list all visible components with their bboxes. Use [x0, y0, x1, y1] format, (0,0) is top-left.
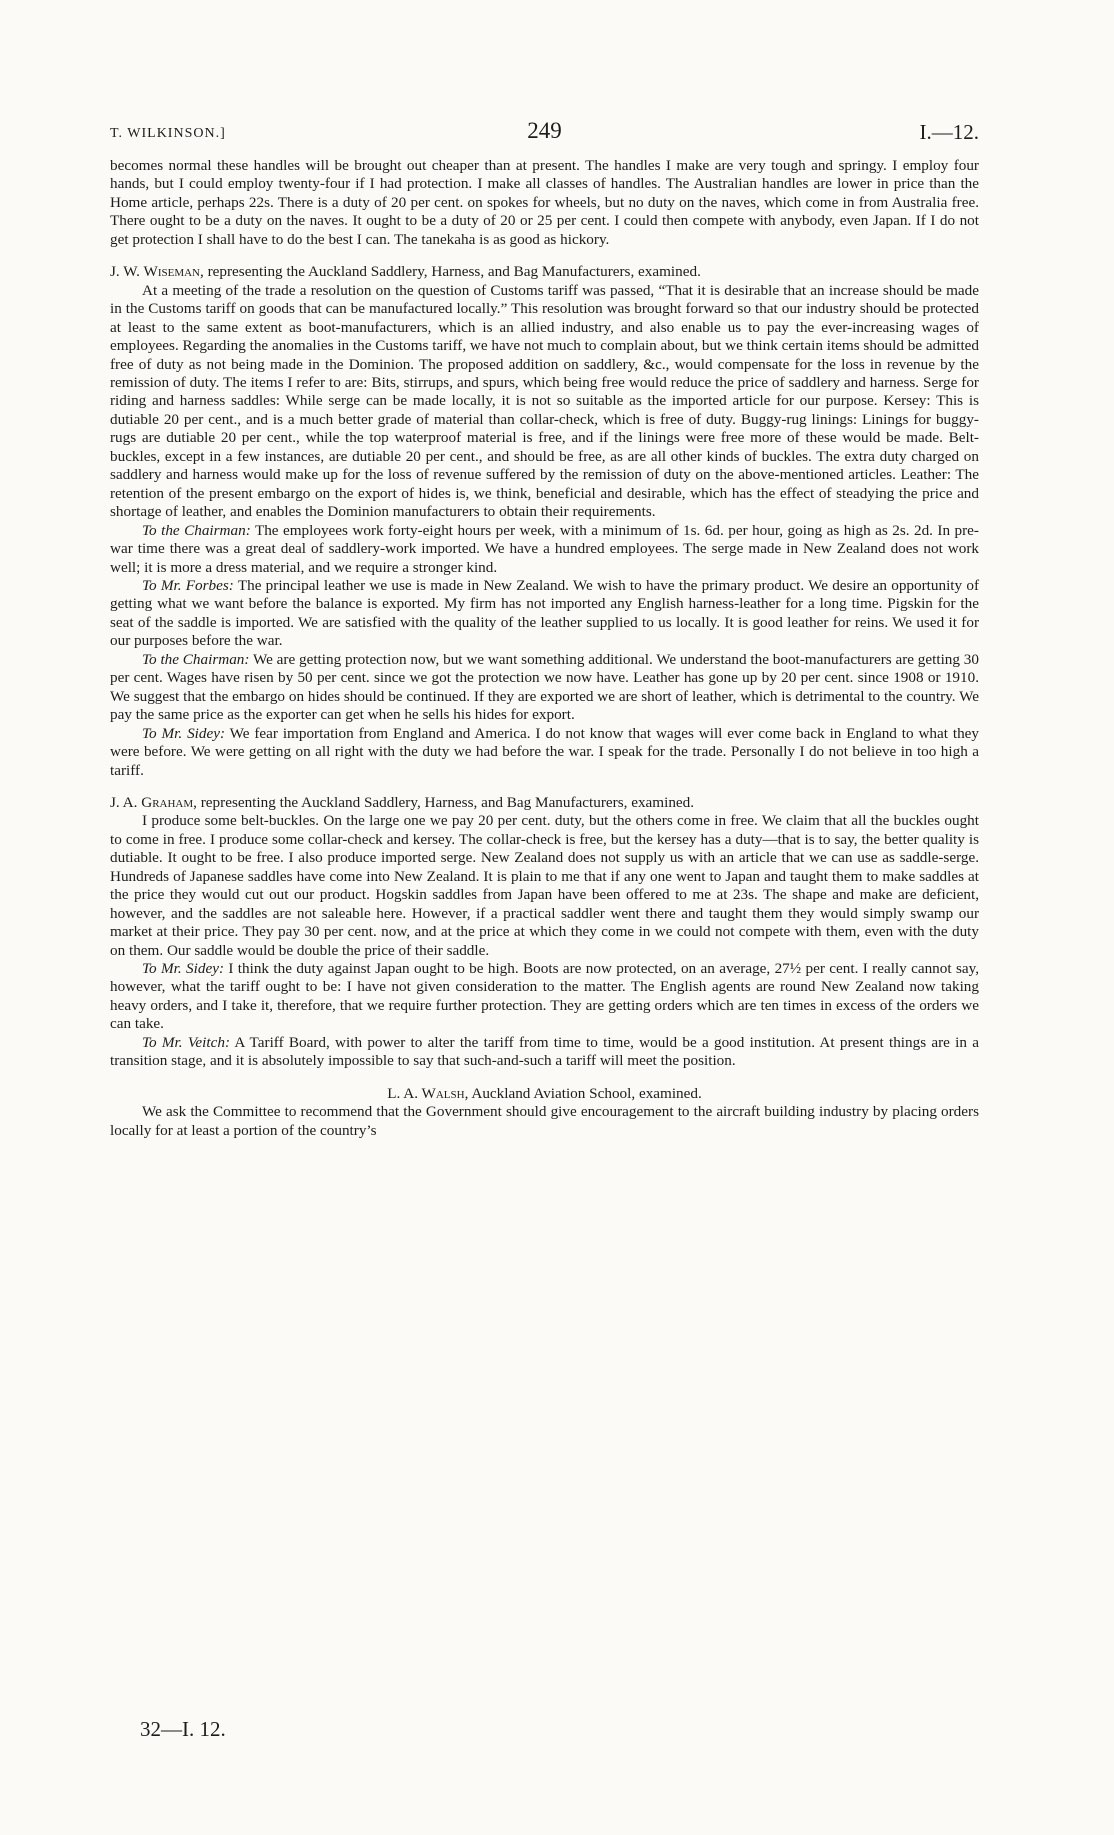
answer-text: The principal leather we use is made in New Zealand. We wish to have the primary product. We desire an opportunity of getting what we want before the balance is exported. My firm has not imported any English harness-leather for a long time. Pigskin for the seat of the saddle is imported. We are satisfied with the quality of the leather supplied to us locally. It is good leather for reins. We used it for our purposes before the war. — [110, 576, 979, 650]
answer-text: We are getting protection now, but we want something additional. We understand the boot-manufacturers are getting 30 per cent. Wages have risen by 50 per cent. since we got the protection we now have. Leather has gone up by 20 per cent. since 1908 or 1910. We suggest that the embargo on hides should be continued. If they are exported we are short of leather, which is detrimental to the country. We pay the same price as the exporter can get when he sells his hides for export. — [110, 650, 979, 724]
questioner-label: To Mr. Forbes: — [142, 576, 234, 594]
printer-signature: 32—I. 12. — [140, 1717, 226, 1741]
witness-intro: , representing the Auckland Saddlery, Harness, and Bag Manufacturers, examined. — [200, 263, 701, 281]
witness-intro: , representing the Auckland Saddlery, Harness, and Bag Manufacturers, examined. — [193, 793, 695, 811]
witness-heading-graham — [110, 794, 979, 812]
body-text — [110, 157, 979, 1140]
wiseman-paragraph-4 — [110, 651, 979, 725]
witness-name: J. A. Graham — [110, 793, 194, 811]
answer-text: A Tariff Board, with power to alter the tariff from time to time, would be a good institution. At present things are in a transition stage, and it is absolutely impossible to say that such-and-such a tariff will meet the position. — [110, 1033, 979, 1070]
graham-paragraph-1: I produce some belt-buckles. On the large one we pay 20 per cent. duty, but the others come in free. We claim that all the buckles ought to come in free. I produce some collar-check and kersey. The collar-check is free, but the kersey has a duty—that is to say, the better quality is dutiable. It ought to be free. I also produce imported serge. New Zealand does not supply us with an article that we can use as saddle-serge. Hundreds of Japanese saddles have come into New Zealand. It is plain to me that if any one went to Japan and taught them to make saddles at the price they would cut out our product. Hogskin saddles from Japan have been offered to me at 23s. The shape and make are deficient, however, and the saddles are not saleable here. However, if a practical saddler went there and taught them they would simply swamp our market at their price. They pay 30 per cent. now, and at the price at which they come in we could not compete with them, even with the duty on them. Our saddle would be double the price of their saddle. — [110, 812, 979, 959]
document-page — [110, 118, 979, 1140]
witness-heading-walsh — [110, 1085, 979, 1103]
witness-intro: , Auckland Aviation School, examined. — [464, 1084, 702, 1102]
answer-text: I think the duty against Japan ought to be high. Boots are now protected, on an average, 27½ per cent. I really cannot say, however, what the tariff ought to be: I have not given consideration to the matter. The English agents are round New Zealand now taking heavy orders, and I take it, therefore, that we require further protection. They are getting orders which are ten times in excess of the orders we can take. — [110, 960, 980, 1033]
paper-number: I.—12. — [919, 120, 979, 144]
witness-heading-wiseman — [110, 263, 979, 281]
wiseman-paragraph-3 — [110, 577, 979, 651]
answer-text: The employees work forty-eight hours per week, with a minimum of 1s. 6d. per hour, going as high as 2s. 2d. In pre-war time there was a great deal of saddlery-work imported. We have a hundred employees. The serge made in New Zealand does not work well; it is more a dress material, and we require a stronger kind. — [110, 521, 979, 576]
questioner-label: To the Chairman: — [142, 521, 251, 539]
answer-text: We fear importation from England and America. I do not know that wages will ever come back in England to what they were before. We were getting on all right with the duty we had before the war. I speak for the trade. Personally I do not believe in too high a tariff. — [110, 724, 980, 779]
wiseman-paragraph-1: At a meeting of the trade a resolution on the question of Customs tariff was passed, “That it is desirable that an increase should be made in the Customs tariff on goods that can be manufactured locally.” This resolution was brought forward so that our industry should be protected at least to the same extent as boot-manufacturers, which is an allied industry, and also enable us to pay the ever-increasing wages of employees. Regarding the anomalies in the Customs tariff, we have not much to complain about, but we think certain items should be admitted free of duty as not being made in the Dominion. The proposed addition on saddlery, &c., would compensate for the loss in revenue by the remission of duty. The items I refer to are: Bits, stirrups, and spurs, which being free would reduce the price of saddlery and harness. Serge for riding and harness saddles: While serge can be made locally, it is not so suitable as the imported article for our purpose. Kersey: This is dutiable 20 per cent., and is a much better grade of material than collar-check, which is free of duty. Buggy-rug linings: Linings for buggy-rugs are dutiable 20 per cent., while the top waterproof material is free, and if the linings were free more of these would be made. Belt-buckles, except in a few instances, are dutiable 20 per cent., and should be free, as are all other kinds of buckles. The extra duty charged on saddlery and harness would make up for the loss of revenue suffered by the remission of duty on the above-mentioned articles. Leather: The retention of the present embargo on the export of hides is, we think, beneficial and desirable, which has the effect of steadying the price and shortage of leather, and enables the Dominion manufacturers to obtain their requirements. — [110, 281, 980, 521]
page-number: 249 — [527, 118, 562, 143]
questioner-label: To Mr. Veitch: — [142, 1033, 231, 1051]
graham-paragraph-3 — [110, 1034, 979, 1071]
questioner-label: To Mr. Sidey: — [142, 724, 226, 742]
questioner-label: To Mr. Sidey: — [142, 960, 225, 978]
running-header — [110, 118, 979, 148]
witness-name: L. A. Walsh — [387, 1084, 465, 1102]
questioner-label: To the Chairman: — [142, 650, 250, 668]
header-author: T. WILKINSON.] — [110, 126, 226, 141]
graham-paragraph-2 — [110, 960, 979, 1034]
wiseman-paragraph-2 — [110, 522, 979, 577]
walsh-paragraph-1: We ask the Committee to recommend that the Government should give encouragement to the aircraft building industry by placing orders locally for at least a portion of the country’s — [110, 1103, 979, 1139]
continued-paragraph: becomes normal these handles will be brought out cheaper than at present. The handles I make are very tough and springy. I employ four hands, but I could employ twenty-four if I had protection. I make all classes of handles. The Australian handles are lower in price than the Home article, perhaps 22s. There is a duty of 20 per cent. on spokes for wheels, but no duty on the naves, which come in from Australia free. There ought to be a duty on the naves. It ought to be a duty of 20 or 25 per cent. I could then compete with anybody, even Japan. If I do not get protection I shall have to do the best I can. The tanekaha is as good as hickory. — [110, 157, 979, 248]
witness-name: J. W. Wiseman — [110, 263, 200, 281]
wiseman-paragraph-5 — [110, 725, 979, 780]
